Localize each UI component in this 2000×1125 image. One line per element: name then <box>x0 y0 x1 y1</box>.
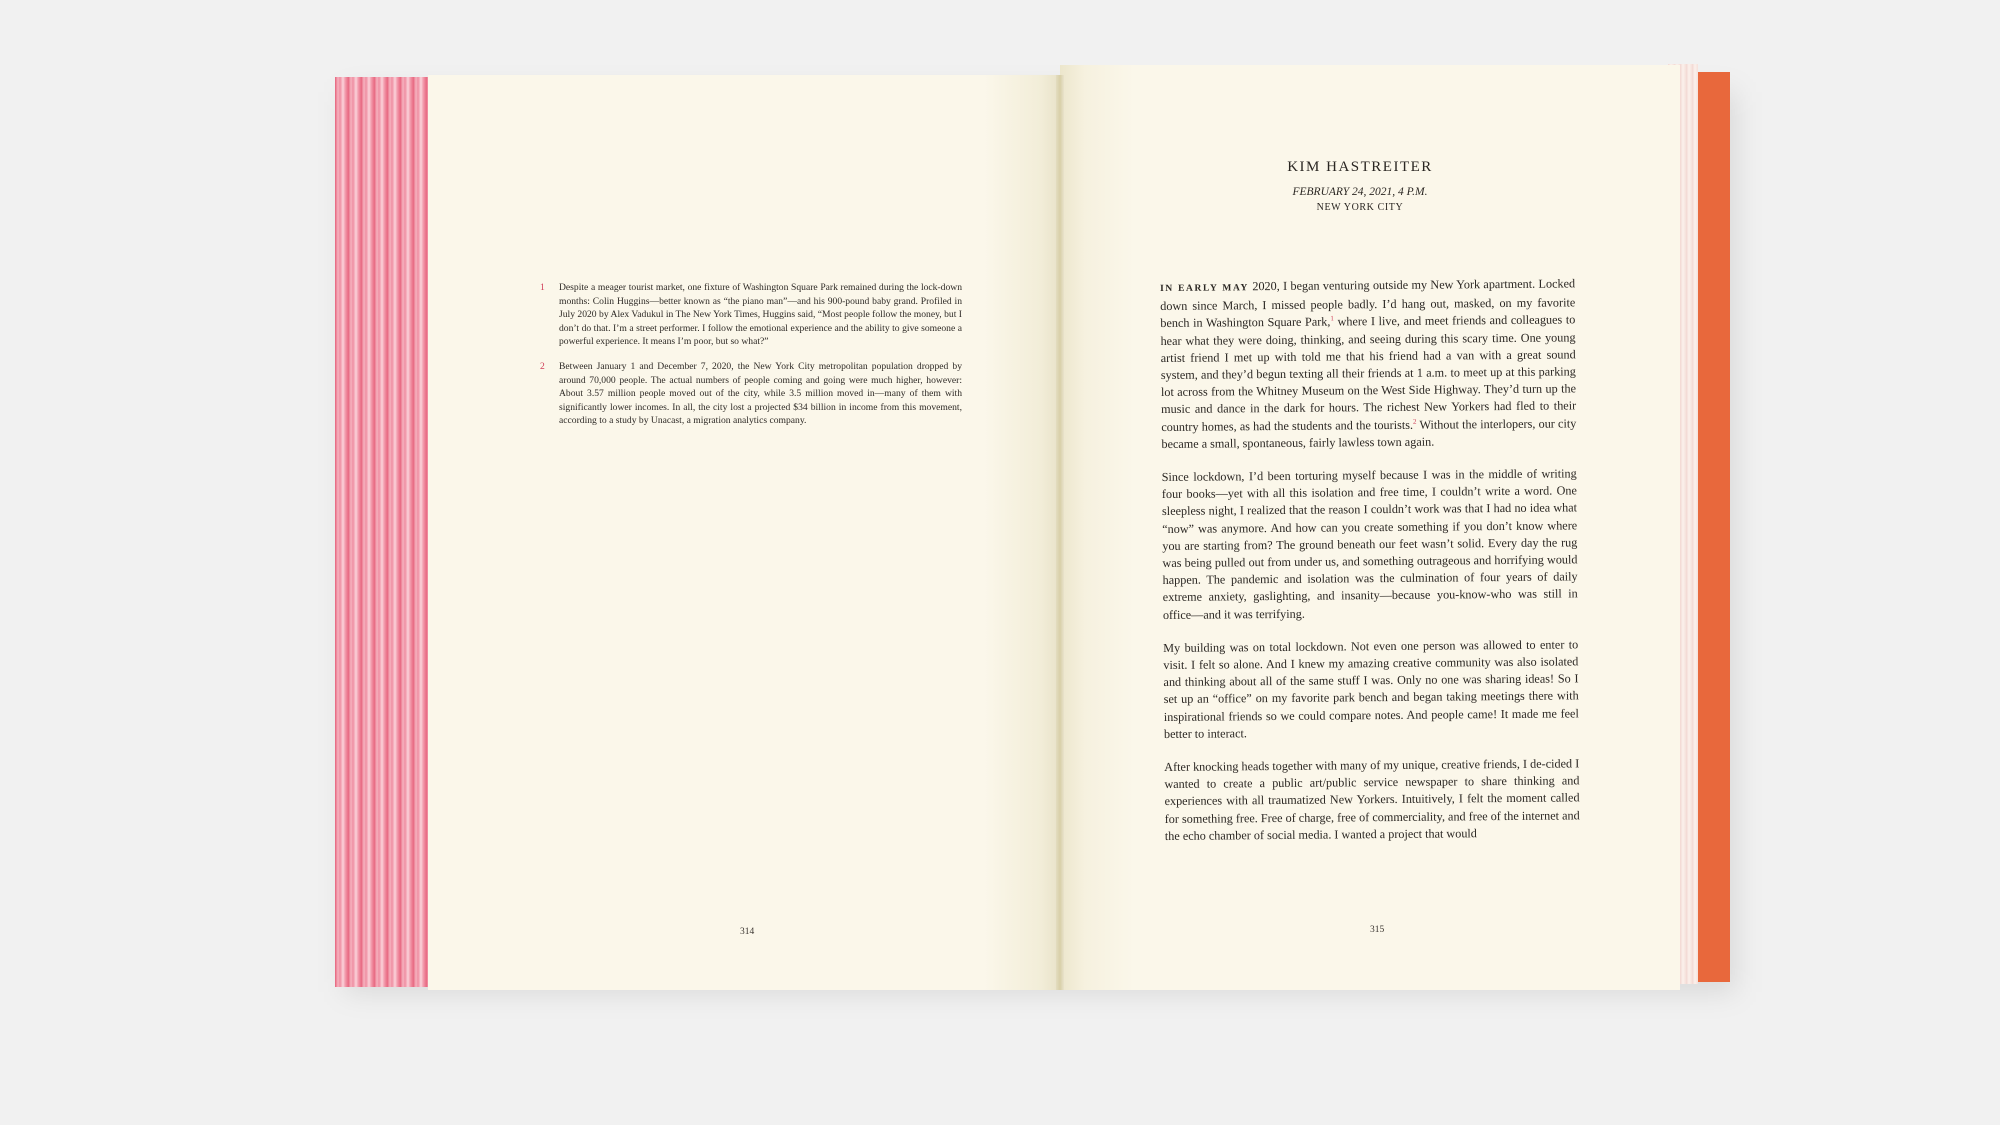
footnote-2 <box>540 360 962 428</box>
book-gutter <box>1056 75 1064 990</box>
page-number-left: 314 <box>740 927 755 937</box>
paragraph-text: where I live, and meet friends and colleagues to hear what they were doing, thinking, and seeing during this scary time. One young artist friend I met up with told me that his friend had a van with a great sound system, and they’d begun texting all their friends at 1 a.m. to meet up at this parking lot across from the Whitney Museum on the West Side Highway. They’d turn up the music and dance in the dark for hours. The richest New Yorkers had fled to their country homes, as had the students and the tourists. <box>1160 312 1577 434</box>
left-page <box>428 75 1060 990</box>
footnote-ref-1: 1 <box>1330 314 1334 323</box>
paragraph-4: After knocking heads together with many of my unique, creative friends, I de-cided I wanted to create a public art/public service newspaper to share thinking and experiences with all traumatized New Yorkers. Intuitively, I felt the moment called for something free. Free of charge, free of commerciality, and free of the internet and the echo chamber of social media. I wanted a project that would <box>1164 756 1580 843</box>
entry-place: NEW YORK CITY <box>1316 202 1404 213</box>
entry-date: FEBRUARY 24, 2021, 4 P.M. <box>1292 186 1428 198</box>
author-name: KIM HASTREITER <box>1287 159 1433 175</box>
lead-in: IN EARLY MAY <box>1160 283 1250 294</box>
footnote-number: 1 <box>540 282 545 293</box>
footnote-1 <box>540 281 962 349</box>
paragraph-text: 2020, I began venturing outside my New York apartment. Locked down since March, I missed people badly. I’d hang out, masked, on my favorite bench in Washington Square Park, <box>1160 276 1576 331</box>
footnote-text: Despite a meager tourist market, one fixture of Washington Square Park remained during the lock-down months: Colin Huggins—better known as “the piano man”—and his 900-pound baby grand. Profiled in July 2020 by Alex Vadukul in The New York Times, Huggins said, “Most people follow the money, but I don’t do that. I’m a street performer. I follow the emotional experience and the ability to give someone a powerful experience. It means I’m poor, but so what?” <box>559 282 962 348</box>
paragraph-3: My building was on total lockdown. Not even one person was allowed to enter to visit. I felt so alone. And I knew my amazing creative community was also isolated and thinking about all of the same stuff I was. Only no one was sharing ideas! So I set up an “office” on my favorite park bench and began taking meetings there with inspirational friends so we could compare notes. And people came! It made me feel better to interact. <box>1163 637 1579 741</box>
footnotes <box>540 281 962 439</box>
page-number-right: 315 <box>1370 925 1385 935</box>
footnote-text: Between January 1 and December 7, 2020, the New York City metropolitan population dropped by around 70,000 people. The actual numbers of people coming and going were much higher, however: About 3.57 million people moved out of the city, while 3.5 million moved in—many of them with significantly lower incomes. In all, the city lost a projected $34 billion in income from this movement, according to a study by Unacast, a migration analytics company. <box>559 360 962 427</box>
paragraph-text: Without the interlopers, our city became a small, spontaneous, fairly lawless town again. <box>1161 415 1577 451</box>
paragraph-1 <box>1160 275 1577 453</box>
page-edges-left <box>335 77 430 987</box>
footnote-ref-2: 2 <box>1412 417 1417 426</box>
footnote-number: 2 <box>540 360 545 372</box>
paragraph-2: Since lockdown, I’d been torturing myself because I was in the middle of writing four books—yet with all this isolation and free time, I couldn’t write a word. One sleepless night, I realized that the reason I couldn’t work was that I had no idea what “now” was anymore. And how can you create something if you don’t know where you are starting from? The ground beneath our feet wasn’t solid. Every day the rug was being pulled out from under us, and something outrageous and horrifying would happen. The pandemic and isolation was the culmination of four years of daily extreme anxiety, gaslighting, and insanity—because you-know-who was still in office—and it was terrifying. <box>1161 466 1578 622</box>
body-text <box>1160 275 1580 861</box>
